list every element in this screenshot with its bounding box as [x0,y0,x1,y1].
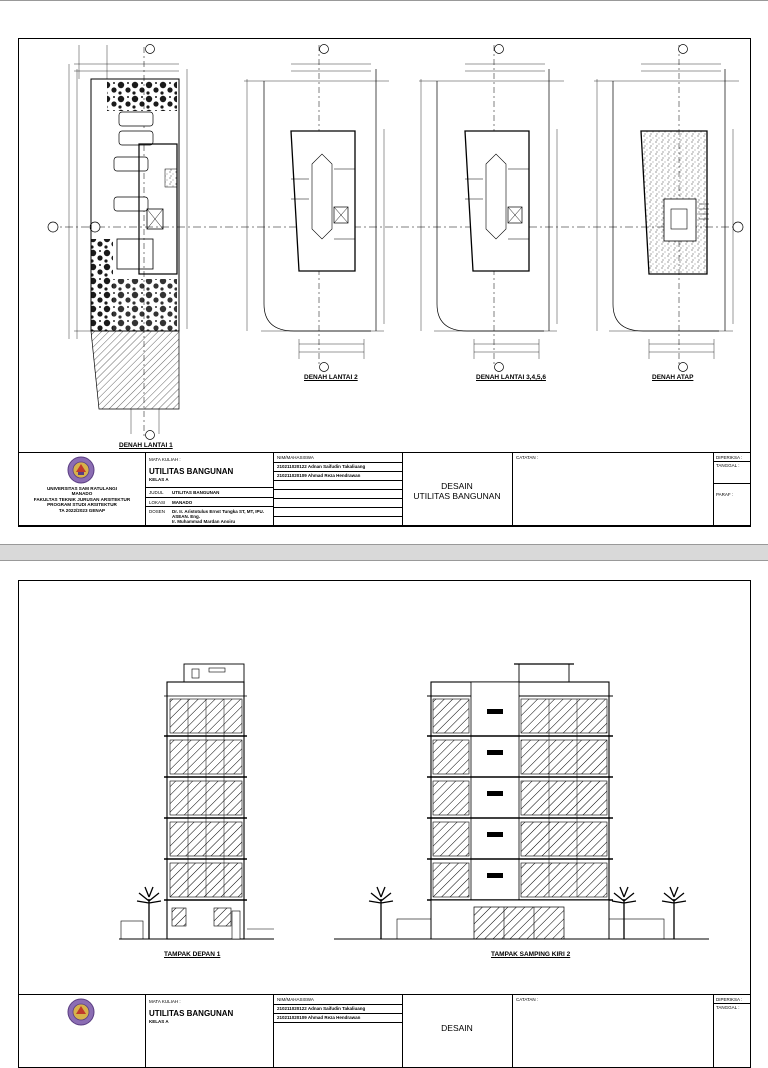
course-label-2: MATA KULIAH : [149,999,181,1004]
elevation-label-front: TAMPAK DEPAN 1 [164,951,221,958]
drawing-title-2-line-1: DESAIN [441,1023,473,1033]
university-logo-icon [67,456,95,484]
title-value: UTILITAS BANGUNAN [172,490,220,495]
students-label: NIM/MAHASISWA [277,455,314,460]
students-label-2: NIM/MAHASISWA [277,997,314,1002]
plan-lantai-3456 [419,45,564,372]
sign-label: PARAF : [716,492,734,497]
student-2-2: 210211020109 Ahmad Reza Hendrawan [277,1015,361,1020]
location-value: MANADO [172,500,193,505]
title-block-2 [18,994,751,1068]
course-label: MATA KULIAH : [149,457,181,462]
university-name: UNIVERSITAS SAM RATULANGI [46,486,117,491]
lecturer-3: Ir. Muhammad Mardan Anoiru [172,519,236,524]
plan-label-2: DENAH LANTAI 2 [304,374,358,381]
location-label: LOKASI [149,500,166,505]
plan-lantai-2 [244,45,389,372]
plan-label-4: DENAH ATAP [652,374,694,381]
plan-label-3: DENAH LANTAI 3,4,5,6 [476,374,546,381]
student-2: 210211020109 Ahmad Reza Hendrawan [277,473,361,478]
university-city: MANADO [71,491,93,497]
class-name-2: KELAS A [149,1019,169,1024]
floor-plans-drawing [19,39,750,452]
sheet-2 [0,560,768,1033]
lecturer-label: DOSEN [149,509,166,514]
class-name: KELAS A [149,477,169,482]
program-name: PROGRAM STUDI ARSITEKTUR [47,502,117,508]
student-1-2: 210211020122 Adnan Saifudin Takaliuang [277,1006,366,1011]
date-label: TANGGAL : [716,463,740,468]
notes-label-2: CATATAN : [516,997,539,1002]
checked-label-2: DIPERIKSA : [716,997,743,1002]
student-1: 210211020122 Adnan Saifudin Takaliuang [277,464,366,469]
drawing-title-line-2: UTILITAS BANGUNAN [413,491,501,501]
title-block-1 [18,452,751,526]
academic-year: TA 2022/2023 GENAP [58,507,106,513]
plan-label-1: DENAH LANTAI 1 [119,442,173,449]
faculty-name: FAKULTAS TEKNIK JURUSAN ARSITEKTUR [33,496,131,502]
elevations-drawing [19,581,750,981]
lecturer-2: ASEAN. Eng. [172,514,201,519]
elevation-front [119,664,274,939]
checked-label: DIPERIKSA : [716,455,743,460]
date-label-2: TANGGAL : [716,1005,740,1010]
plan-lantai-1 [69,45,187,440]
university-logo-icon-2 [67,998,95,1026]
elevation-label-side: TAMPAK SAMPING KIRI 2 [491,951,571,958]
lecturer-1: Dr. Ir. Aristotulus Ernst Tungka ST, MT, IPU. [172,509,265,514]
drawing-frame-2 [18,580,751,1012]
drawing-title-line-1: DESAIN [441,481,473,491]
course-name: UTILITAS BANGUNAN [149,467,234,476]
plan-atap [594,45,739,372]
title-label: JUDUL [149,490,164,495]
elevation-side-left [334,664,709,939]
notes-label: CATATAN : [516,455,539,460]
course-name-2: UTILITAS BANGUNAN [149,1009,234,1018]
